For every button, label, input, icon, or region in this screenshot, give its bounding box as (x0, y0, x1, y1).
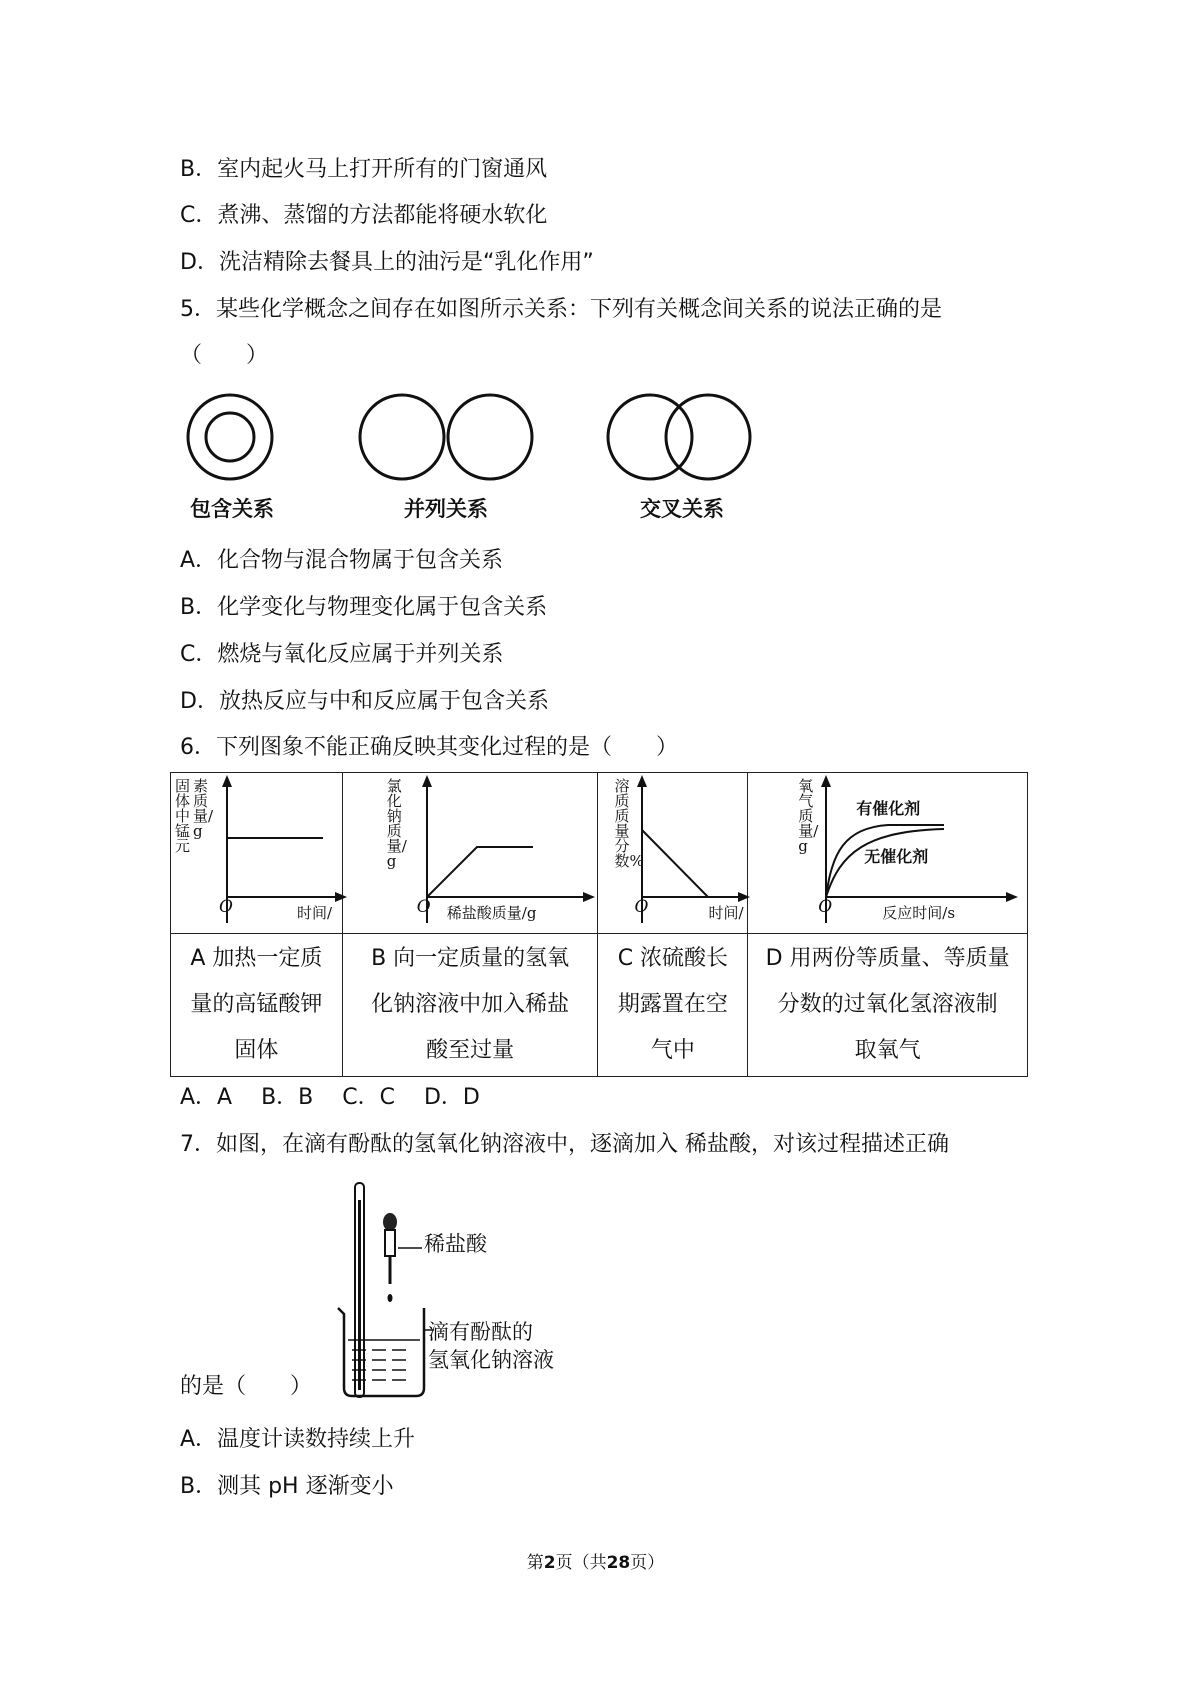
desc-c-line1: C 浓硫酸长 (617, 946, 729, 971)
dropper-icon (383, 1213, 397, 1302)
desc-a-line1: A 加热一定质 (190, 946, 323, 971)
graph-c-line (642, 830, 708, 897)
question-5-option-b: B．化学变化与物理变化属于包含关系 (180, 595, 548, 620)
footer-post: 页） (630, 1553, 665, 1573)
desc-c-line2: 期露置在空 (617, 992, 728, 1017)
desc-d-line1: D 用两份等质量、等质量 (765, 946, 1010, 971)
graph-c-ylabel: 溶质质量分数% (614, 777, 644, 870)
parallel-label: 并列关系 (404, 497, 488, 521)
desc-a-line2: 量的高锰酸钾 (190, 992, 323, 1017)
graph-b-ylabel: 氯化钠质量/g (386, 777, 407, 870)
footer-total-pages: 28 (606, 1553, 631, 1573)
parallel-diagram (360, 395, 532, 479)
graph-c-cell (598, 773, 748, 934)
solution-label-2: 氢氧化钠溶液 (428, 1348, 554, 1372)
graph-b-origin: O (416, 897, 431, 917)
question-5-stem: 5．某些化学概念之间存在如图所示关系：下列有关概念间关系的说法正确的是 (180, 297, 942, 322)
desc-c-cell (598, 934, 748, 1077)
graph-d-xlabel: 反应时间/s (882, 904, 956, 922)
question-7-option-b: B．测其 pH 逐渐变小 (180, 1474, 394, 1499)
graph-d-curve2-label: 无催化剂 (864, 847, 929, 866)
page-footer (0, 1548, 1191, 1573)
desc-d-cell (748, 934, 1028, 1077)
graph-a-origin: O (219, 897, 233, 917)
question-6-table (170, 772, 1028, 1077)
question-5-option-a: A．化合物与混合物属于包含关系 (180, 548, 504, 573)
question-7-stem: 7．如图，在滴有酚酞的氢氧化钠溶液中，逐滴加入 稀盐酸，对该过程描述正确 (180, 1132, 949, 1157)
desc-b-line3: 酸至过量 (426, 1038, 515, 1063)
graph-b-cell (342, 773, 598, 934)
desc-d-line3: 取氧气 (854, 1038, 921, 1063)
contain-label: 包含关系 (190, 497, 274, 521)
desc-a-cell (171, 934, 343, 1077)
desc-d-line2: 分数的过氧化氢溶液制 (777, 992, 998, 1017)
option-c-line: C．煮沸、蒸馏的方法都能将硬水软化 (180, 203, 548, 228)
desc-a-line3: 固体 (234, 1038, 279, 1063)
footer-pre: 第 (526, 1553, 544, 1573)
acid-label: 稀盐酸 (424, 1232, 487, 1256)
question-5-option-c: C．燃烧与氧化反应属于并列关系 (180, 642, 504, 667)
graph-c-xlabel: 时间/ (708, 904, 744, 922)
desc-b-line1: B 向一定质量的氢氧 (371, 946, 570, 971)
graph-b-xlabel: 稀盐酸质量/g (446, 904, 537, 922)
question-6-stem: 6．下列图象不能正确反映其变化过程的是（ ） (180, 735, 678, 760)
cross-label: 交叉关系 (640, 497, 724, 521)
footer-mid: 页（共 (555, 1553, 607, 1573)
question-5-blank: （ ） (180, 343, 269, 368)
beaker (338, 1308, 424, 1396)
graph-a-xlabel: 时间/ (297, 904, 333, 922)
question-7-blank: 的是（ ） (180, 1374, 313, 1399)
graph-d-curve1-label: 有催化剂 (856, 799, 921, 818)
venn-diagrams (180, 388, 760, 488)
graph-d-origin: O (818, 897, 833, 917)
solution-label-1: 滴有酚酞的 (428, 1320, 533, 1344)
option-d-line: D．洗洁精除去餐具上的油污是“乳化作用” (180, 250, 594, 275)
graph-d-ylabel: 氧气质量/g (798, 777, 819, 855)
desc-b-cell (342, 934, 598, 1077)
graph-d-cell (748, 773, 1028, 934)
graph-b-line (427, 847, 533, 897)
cross-diagram (608, 395, 750, 479)
question-5-option-d: D．放热反应与中和反应属于包含关系 (180, 689, 549, 714)
question-6-options: A．A B．B C．C D．D (180, 1085, 480, 1110)
graph-a-cell (171, 773, 343, 934)
desc-b-line2: 化钠溶液中加入稀盐 (371, 992, 570, 1017)
question-7-option-a: A．温度计读数持续上升 (180, 1427, 416, 1452)
option-b-line: B．室内起火马上打开所有的门窗通风 (180, 157, 548, 182)
graph-c-origin: O (634, 897, 649, 917)
contain-diagram (188, 395, 272, 479)
graph-a-ylabel-left: 固体中锰元 (175, 777, 191, 855)
graph-a-ylabel-right: 素质量/g (193, 777, 214, 840)
footer-page-number: 2 (543, 1553, 556, 1573)
desc-c-line3: 气中 (650, 1038, 695, 1063)
